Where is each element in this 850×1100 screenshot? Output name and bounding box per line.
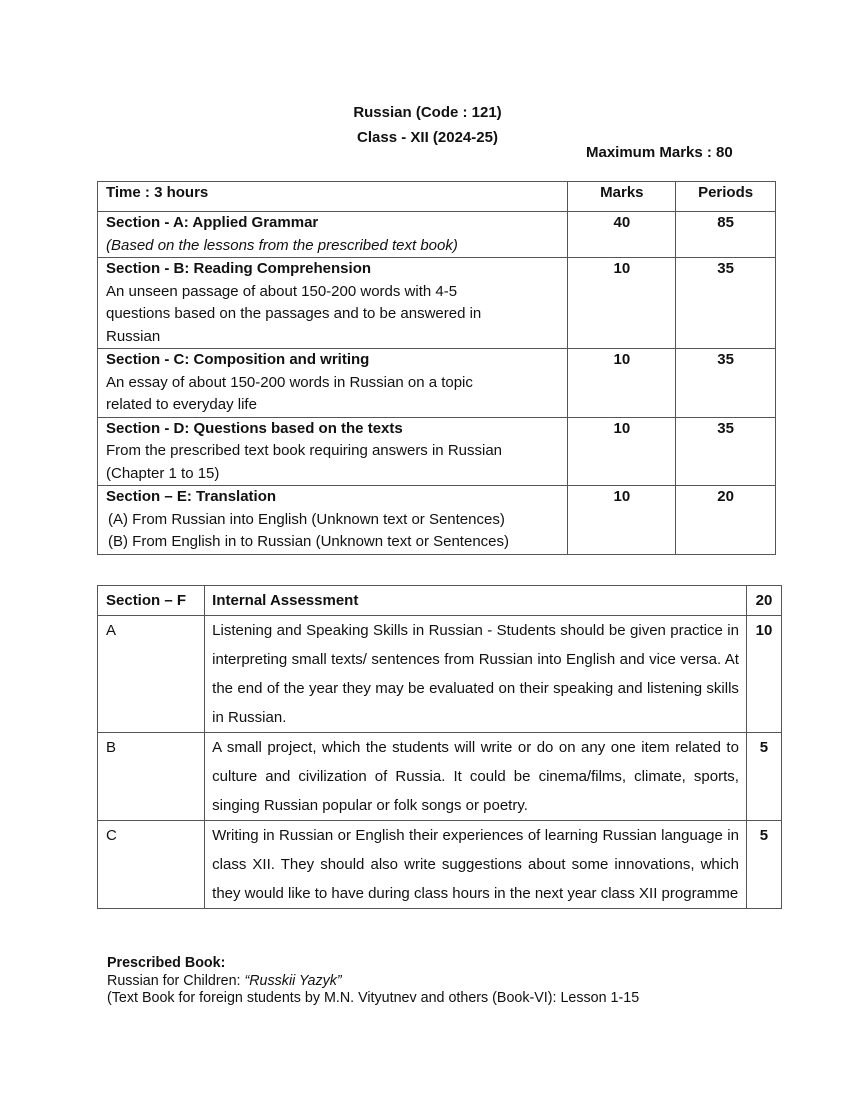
section-a-periods: 85 (676, 212, 776, 258)
row-marks-a: 10 (746, 616, 781, 733)
section-b-marks: 10 (568, 258, 676, 349)
prescribed-book-line2: (Text Book for foreign students by M.N. Vityutnev and others (Book-VI): Lesson 1-15 (107, 990, 640, 1006)
row-label-a: A (98, 616, 205, 733)
table-row (98, 616, 782, 733)
section-e-desc-line: (A) From Russian into English (Unknown text or Sentences) (108, 510, 505, 528)
prescribed-book-label: Prescribed Book: (107, 955, 226, 971)
document-title: Russian (Code : 121) (353, 104, 502, 121)
section-d-desc-line: From the prescribed text book requiring answers in Russian (106, 442, 503, 459)
section-d-desc-line: (Chapter 1 to 15) (106, 464, 220, 482)
header-marks: Marks (568, 182, 676, 212)
section-b-desc-line: Russian (106, 327, 161, 345)
maximum-marks: Maximum Marks : 80 (586, 144, 733, 161)
section-e-periods: 20 (676, 486, 776, 555)
table-header-row (98, 586, 782, 616)
book-prefix: Russian for Children: (107, 972, 245, 989)
table-row-section-c (98, 349, 776, 418)
header-time: Time : 3 hours (98, 182, 568, 212)
section-c-periods: 35 (676, 349, 776, 418)
section-b-periods: 35 (676, 258, 776, 349)
book-title: “Russkii Yazyk” (244, 972, 342, 989)
header-total-marks: 20 (746, 586, 781, 616)
section-c-desc-line: related to everyday life (106, 396, 257, 413)
row-text-c: Writing in Russian or English their experiences of learning Russian language in class XII. They should also write suggestions about some innovations, which they would like to have during class hours in the next year class XII programme (205, 821, 747, 909)
section-b-title: Section - B: Reading Comprehension (106, 260, 372, 277)
table-row (98, 821, 782, 909)
section-a-marks: 40 (568, 212, 676, 258)
header-internal-assessment: Internal Assessment (205, 586, 747, 616)
table-row-section-e (98, 486, 776, 555)
section-d-periods: 35 (676, 417, 776, 486)
section-a-desc: (Based on the lessons from the prescribed text book) (106, 236, 458, 254)
class-subtitle: Class - XII (2024-25) (357, 129, 498, 146)
table-row (98, 733, 782, 821)
section-b-desc-line: An unseen passage of about 150-200 words with 4-5 (106, 282, 458, 300)
row-marks-b: 5 (746, 733, 781, 821)
row-label-c: C (98, 821, 205, 909)
section-a-title: Section - A: Applied Grammar (106, 214, 319, 231)
row-text-a: Listening and Speaking Skills in Russian - Students should be given practice in interpreting small texts/ sentences from Russian into English and vice versa. At the end of the year they may be evaluated on their speaking and listening skills in Russian. (205, 616, 747, 733)
row-marks-c: 5 (746, 821, 781, 909)
table-row-section-b (98, 258, 776, 349)
section-c-marks: 10 (568, 349, 676, 418)
header-periods: Periods (676, 182, 776, 212)
row-label-b: B (98, 733, 205, 821)
section-e-title: Section – E: Translation (106, 488, 277, 505)
prescribed-book-section (107, 955, 639, 1008)
section-c-title: Section - C: Composition and writing (106, 351, 370, 368)
section-d-marks: 10 (568, 417, 676, 486)
row-text-b: A small project, which the students will write or do on any one item related to culture and civilization of Russia. It could be cinema/films, climate, sports, singing Russian popular or folk songs or poetry. (205, 733, 747, 821)
header-section-f: Section – F (98, 586, 205, 616)
section-b-desc-line: questions based on the passages and to be answered in (106, 305, 482, 322)
prescribed-book-line1 (107, 973, 639, 991)
section-d-title: Section - D: Questions based on the texts (106, 419, 403, 437)
section-e-desc-line: (B) From English in to Russian (Unknown text or Sentences) (108, 533, 509, 550)
internal-assessment-table (97, 585, 782, 909)
marks-distribution-table (97, 181, 776, 555)
table-row-section-d (98, 417, 776, 486)
table-row-section-a (98, 212, 776, 258)
section-c-desc-line: An essay of about 150-200 words in Russian on a topic (106, 373, 473, 391)
table-header-row (98, 182, 776, 212)
section-e-marks: 10 (568, 486, 676, 555)
